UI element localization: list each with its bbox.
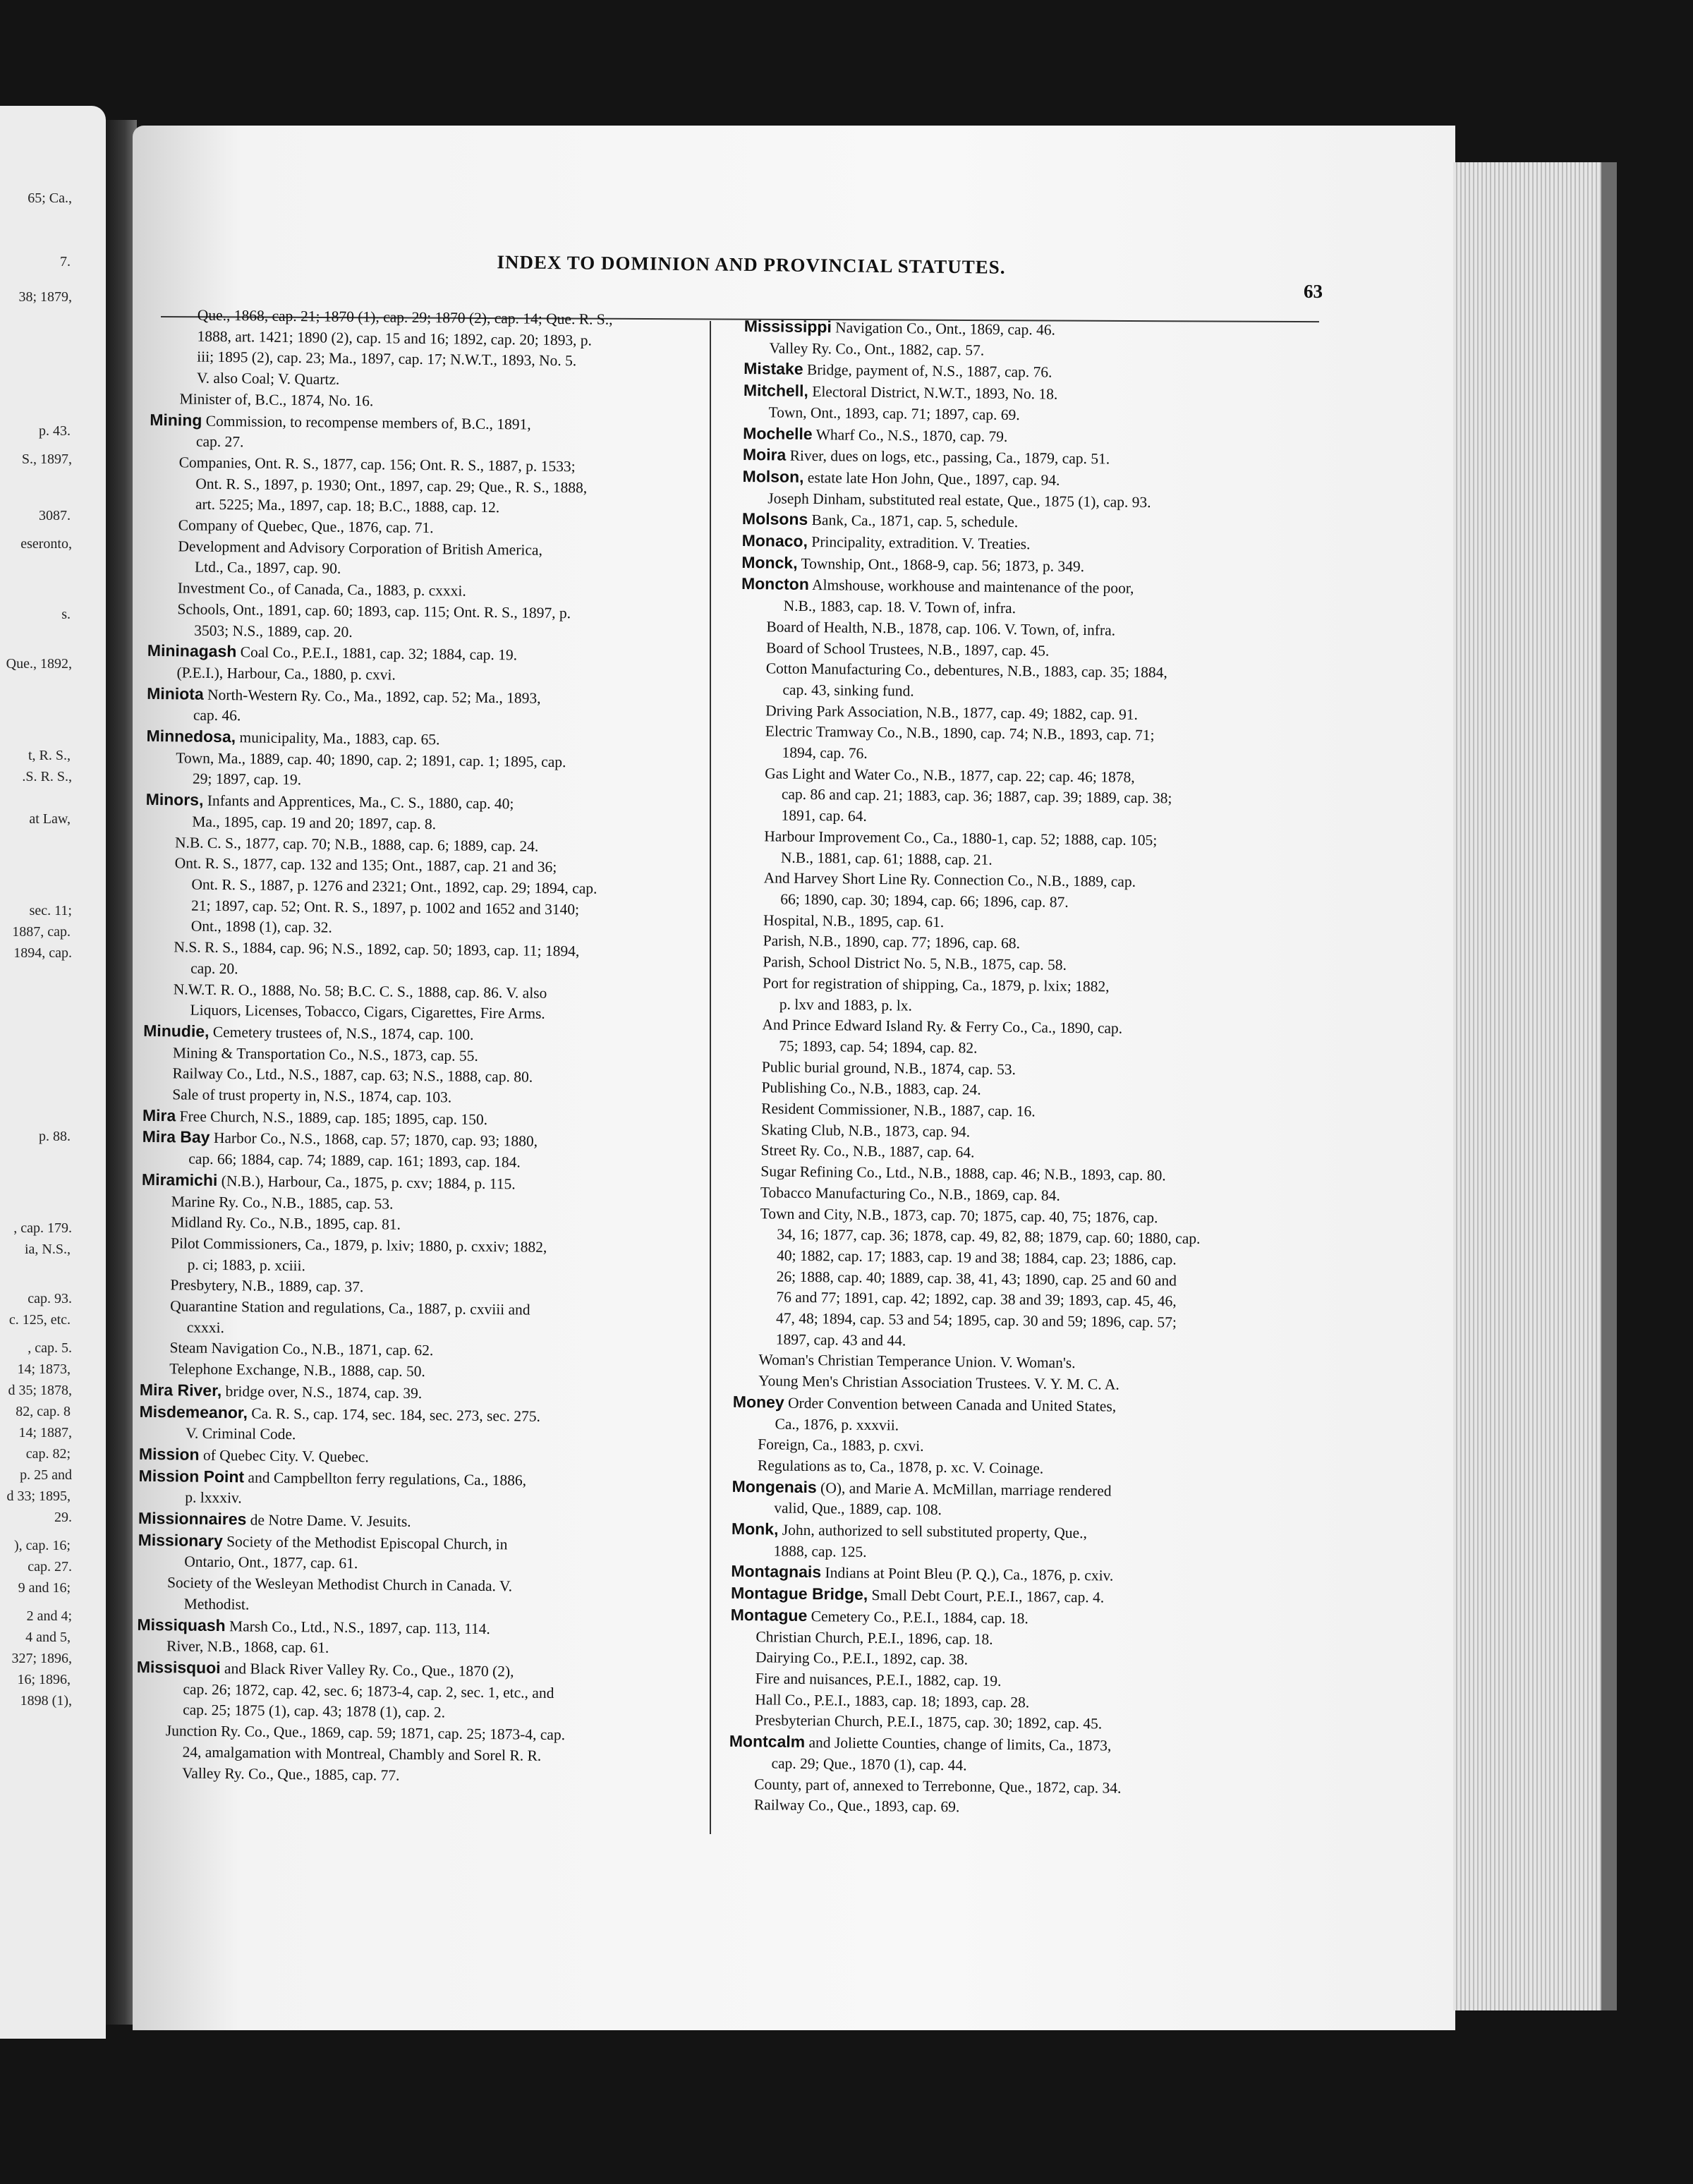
facing-page-text: cap. 82; [25,1446,71,1462]
index-headword: Moncton [741,574,809,594]
index-entry-text: Cemetery Co., P.E.I., 1884, cap. 18. [807,1607,1028,1627]
facing-page-text: 327; 1896, [11,1651,72,1666]
index-entry-text: N.B., 1883, cap. 18. V. Town of, infra. [783,597,1017,617]
index-entry-text: N.W.T. R. O., 1888, No. 58; B.C. C. S., 1888, cap. 86. V. also [173,980,547,1002]
index-entry-text: p. lxxxiv. [185,1488,242,1507]
index-entry-text: and Joliette Counties, change of limits, Ca., 1873, [805,1734,1112,1754]
index-entry-text: valid, Que., 1889, cap. 108. [774,1499,942,1519]
index-entry-text: 47, 48; 1894, cap. 53 and 54; 1895, cap. 30 and 59; 1896, cap. 57; [776,1309,1177,1331]
index-entry-text: (P.E.I.), Harbour, Ca., 1880, p. cxvi. [176,664,396,684]
index-entry-text: Street Ry. Co., N.B., 1887, cap. 64. [760,1141,975,1161]
facing-page-text: ), cap. 16; [14,1538,71,1553]
index-entry-text: (N.B.), Harbour, Ca., 1875, p. cxv; 1884, p. 115. [217,1172,516,1193]
index-entry-text: Society of the Methodist Episcopal Church, in [222,1532,508,1553]
index-headword: Missionary [138,1530,223,1550]
index-entry-text: cap. 66; 1884, cap. 74; 1889, cap. 161; 1893, cap. 184. [188,1150,521,1171]
index-entry-text: Ma., 1895, cap. 19 and 20; 1897, cap. 8. [192,813,437,833]
index-entry-text: Commission, to recompense members of, B.C., 1891, [202,412,531,433]
index-entry-text: Methodist. [183,1595,250,1613]
index-entry-text: cap. 25; 1875 (1), cap. 43; 1878 (1), cap. 2. [183,1701,446,1721]
facing-page-fragment [0,106,106,2039]
index-entry-text: River, N.B., 1868, cap. 61. [166,1637,329,1656]
index-entry-text: 3503; N.S., 1889, cap. 20. [194,621,353,641]
index-entry-text: Board of School Trustees, N.B., 1897, cap. 45. [765,638,1050,660]
index-entry-text: 26; 1888, cap. 40; 1889, cap. 38, 41, 43; 1890, cap. 25 and 60 and [776,1268,1177,1290]
index-entry-text: Indians at Point Bleu (P. Q.), Ca., 1876, p. cxiv. [821,1564,1114,1585]
index-headword: Mission [138,1444,200,1464]
facing-page-text: 14; 1873, [17,1361,71,1377]
index-entry-text: Schools, Ont., 1891, cap. 60; 1893, cap. 115; Ont. R. S., 1897, p. [177,600,571,622]
index-entry-text: 40; 1882, cap. 17; 1883, cap. 19 and 38; 1884, cap. 23; 1886, cap. [776,1246,1177,1268]
facing-page-text: d 33; 1895, [6,1488,71,1504]
index-entry-text: of Quebec City. V. Quebec. [199,1446,369,1466]
index-entry-text: Ont. R. S., 1887, p. 1276 and 2321; Ont., 1892, cap. 29; 1894, cap. [191,875,597,897]
index-entry-text: Infants and Apprentices, Ma., C. S., 1880, cap. 40; [203,791,514,813]
index-entry-text: Minister of, B.C., 1874, No. 16. [179,390,374,410]
index-entry-text: North-Western Ry. Co., Ma., 1892, cap. 52; Ma., 1893, [203,686,541,707]
index-entry-text: (O), and Marie A. McMillan, marriage rendered [816,1479,1112,1500]
index-entry-text: Navigation Co., Ont., 1869, cap. 46. [831,319,1056,339]
facing-page-text: p. 43. [39,423,71,439]
index-entry-text: Railway Co., Que., 1893, cap. 69. [753,1796,960,1816]
index-entry-text: Ont. R. S., 1877, cap. 132 and 135; Ont., 1887, cap. 21 and 36; [174,854,557,876]
page-number: 63 [1304,281,1323,302]
index-entry-text: Resident Commissioner, N.B., 1887, cap. 16. [761,1100,1036,1120]
index-entry-text: River, dues on logs, etc., passing, Ca., 1879, cap. 51. [786,447,1110,468]
index-entry-text: Publishing Co., N.B., 1883, cap. 24. [761,1079,981,1098]
index-entry-text: John, authorized to sell substituted property, Que., [778,1521,1088,1542]
index-entry-text: and Black River Valley Ry. Co., Que., 1870 (2), [220,1660,514,1680]
index-entry-text: Almshouse, workhouse and maintenance of the poor, [808,576,1134,597]
index-headword: Missionnaires [138,1508,247,1529]
index-entry-text: Skating Club, N.B., 1873, cap. 94. [760,1121,971,1141]
facing-page-text: sec. 11; [29,903,72,918]
index-headword: Money [732,1392,784,1412]
index-entry-text: Harbor Co., N.S., 1868, cap. 57; 1870, cap. 93; 1880, [210,1129,538,1151]
index-headword: Missiquash [137,1615,226,1634]
index-headword: Miramichi [141,1170,218,1189]
index-entry-text: Telephone Exchange, N.B., 1888, cap. 50. [169,1360,426,1381]
index-headword: Montagnais [731,1562,822,1582]
index-entry-text: Presbyterian Church, P.E.I., 1875, cap. 30; 1892, cap. 45. [755,1711,1103,1733]
facing-page-text: .S. R. S., [22,769,72,784]
facing-page-text: s. [61,607,71,622]
index-entry-text: Steam Navigation Co., N.B., 1871, cap. 62. [169,1339,434,1359]
index-entry-text: Foreign, Ca., 1883, p. cxvi. [758,1436,924,1455]
index-entry-text: Liquors, Licenses, Tobacco, Cigars, Cigarettes, Fire Arms. [190,1001,545,1023]
index-headword: Minudie, [143,1021,210,1041]
index-headword: Mira Bay [142,1127,210,1147]
index-headword: Mochelle [743,423,813,443]
index-entry-text: Marsh Co., Ltd., N.S., 1897, cap. 113, 114. [225,1617,490,1637]
facing-page-text: cap. 27. [28,1559,72,1575]
index-entry-text: cap. 26; 1872, cap. 42, sec. 6; 1873-4, cap. 2, sec. 1, etc., and [183,1680,554,1701]
facing-page-text: , cap. 179. [13,1220,72,1236]
index-entry-text: cap. 86 and cap. 21; 1883, cap. 36; 1887, cap. 39; 1889, cap. 38; [781,786,1172,807]
index-headword: Monk, [731,1519,779,1539]
index-entry-text: 21; 1897, cap. 52; Ont. R. S., 1897, p. 1002 and 1652 and 3140; [190,897,580,918]
index-entry-text: Sugar Refining Co., Ltd., N.B., 1888, cap. 46; N.B., 1893, cap. 80. [760,1163,1166,1184]
index-entry-text: cap. 43, sinking fund. [782,681,914,700]
index-entry-text: N.B. C. S., 1877, cap. 70; N.B., 1888, cap. 6; 1889, cap. 24. [174,833,539,855]
index-entry-text: Regulations as to, Ca., 1878, p. xc. V. Coinage. [757,1457,1044,1477]
index-entry-text: Parish, School District No. 5, N.B., 1875, cap. 58. [763,953,1067,973]
index-entry-text: N.S. R. S., 1884, cap. 96; N.S., 1892, cap. 50; 1893, cap. 11; 1894, [174,938,580,960]
index-entry-text: Midland Ry. Co., N.B., 1895, cap. 81. [171,1213,401,1233]
facing-page-text: t, R. S., [28,748,71,763]
index-entry-text: cap. 27. [195,432,244,451]
index-entry-text: Electoral District, N.W.T., 1893, No. 18. [808,383,1058,403]
index-entry-text: Companies, Ont. R. S., 1877, cap. 156; Ont. R. S., 1887, p. 1533; [178,454,576,475]
index-entry-text: Gas Light and Water Co., N.B., 1877, cap. 22; cap. 46; 1878, [765,765,1135,786]
index-entry-text: Ontario, Ont., 1877, cap. 61. [184,1553,358,1572]
facing-page-text: eseronto, [20,536,72,552]
index-entry-text: cxxxi. [186,1318,225,1336]
facing-page-text: c. 125, etc. [8,1312,71,1328]
index-headword: Miniota [147,684,204,703]
index-entry-text: Cotton Manufacturing Co., debentures, N.B., 1883, cap. 35; 1884, [765,660,1167,681]
index-entry-text: Dairying Co., P.E.I., 1892, cap. 38. [755,1649,969,1668]
facing-page-text: 65; Ca., [28,190,72,206]
facing-page-text: p. 25 and [20,1467,72,1483]
facing-page-text: 1894, cap. [13,945,72,961]
index-entry-text: Tobacco Manufacturing Co., N.B., 1869, cap. 84. [760,1184,1060,1204]
index-entry-text: 1888, art. 1421; 1890 (2), cap. 15 and 16; 1892, cap. 20; 1893, p. [197,327,593,349]
index-entry-text: Town and City, N.B., 1873, cap. 70; 1875, cap. 40, 75; 1876, cap. [760,1204,1158,1226]
index-entry-text: 75; 1893, cap. 54; 1894, cap. 82. [779,1037,978,1057]
index-entry-text: Coal Co., P.E.I., 1881, cap. 32; 1884, cap. 19. [236,643,518,664]
index-column-left [136,305,691,1789]
index-entry-text: Valley Ry. Co., Ont., 1882, cap. 57. [769,339,985,359]
index-entry-text: 76 and 77; 1891, cap. 42; 1892, cap. 38 and 39; 1893, cap. 45, 46, [776,1288,1177,1310]
index-headword: Molson, [742,466,804,486]
facing-page-text: 4 and 5, [25,1630,71,1645]
index-entry-text: Hall Co., P.E.I., 1883, cap. 18; 1893, cap. 28. [755,1690,1030,1711]
facing-page-text: ia, N.S., [25,1242,71,1257]
index-entry-text: Board of Health, N.B., 1878, cap. 106. V. Town, of, infra. [766,618,1116,639]
index-headword: Minors, [145,790,204,809]
index-entry-text: iii; 1895 (2), cap. 23; Ma., 1897, cap. 17; N.W.T., 1893, No. 5. [197,348,577,370]
index-headword: Mississippi [744,316,832,336]
index-entry-text: Principality, extradition. V. Treaties. [807,533,1031,553]
index-entry-text: V. Criminal Code. [186,1424,296,1443]
index-headword: Mining [150,410,202,430]
index-entry-text: Que., 1868, cap. 21; 1870 (1), cap. 29; 1870 (2), cap. 14; Que. R. S., [197,306,613,328]
index-entry-text: and Campbellton ferry regulations, Ca., 1886, [243,1469,527,1489]
index-entry-text: Wharf Co., N.S., 1870, cap. 79. [812,425,1008,445]
index-entry-text: Christian Church, P.E.I., 1896, cap. 18. [756,1627,993,1648]
index-entry-text: Pilot Commissioners, Ca., 1879, p. lxiv; 1880, p. cxxiv; 1882, [170,1234,547,1256]
index-entry-text: Hospital, N.B., 1895, cap. 61. [763,911,945,930]
index-headword: Mission Point [138,1466,245,1486]
index-headword: Mininagash [147,641,237,661]
index-headword: Mistake [744,359,803,379]
facing-page-text: 9 and 16; [18,1580,71,1596]
facing-page-text: 2 and 4; [26,1608,72,1624]
facing-page-text: Que., 1892, [6,656,72,672]
facing-page-text: S., 1897, [21,451,72,467]
index-entry-text: County, part of, annexed to Terrebonne, Que., 1872, cap. 34. [754,1775,1122,1797]
index-headword: Mitchell, [743,381,809,401]
index-headword: Missisquoi [136,1657,221,1678]
index-entry-text: N.B., 1881, cap. 61; 1888, cap. 21. [780,849,993,868]
index-headword: Montcalm [729,1731,806,1752]
index-entry-text: cap. 29; Que., 1870 (1), cap. 44. [771,1754,967,1774]
index-entry-text: 1888, cap. 125. [773,1542,867,1560]
index-entry-text: 1891, cap. 64. [781,806,867,825]
page-edges [1453,162,1601,2010]
index-entry-text: bridge over, N.S., 1874, cap. 39. [222,1382,423,1402]
index-entry-text: Free Church, N.S., 1889, cap. 185; 1895, cap. 150. [176,1108,488,1128]
index-entry-text: Ltd., Ca., 1897, cap. 90. [194,559,341,578]
index-entry-text: Ca., 1876, p. xxxvii. [775,1415,899,1433]
index-entry-text: Harbour Improvement Co., Ca., 1880-1, cap. 52; 1888, cap. 105; [764,827,1158,849]
index-entry-text: cap. 46. [193,706,241,724]
index-headword: Monck, [741,552,798,572]
index-headword: Montague Bridge, [730,1584,868,1604]
index-entry-text: And Prince Edward Island Ry. & Ferry Co., Ca., 1890, cap. [762,1016,1123,1037]
index-entry-text: Fire and nuisances, P.E.I., 1882, cap. 19. [755,1670,1002,1689]
facing-page-text: 38; 1879, [18,289,72,305]
index-entry-text: Young Men's Christian Association Trustees. V. Y. M. C. A. [758,1372,1119,1393]
index-entry-text: 66; 1890, cap. 30; 1894, cap. 66; 1896, cap. 87. [780,890,1069,911]
index-entry-text: art. 5225; Ma., 1897, cap. 18; B.C., 1888, cap. 12. [195,495,500,516]
index-entry-text: Sale of trust property in, N.S., 1874, cap. 103. [172,1086,452,1106]
index-entry-text: V. also Coal; V. Quartz. [196,369,340,388]
index-entry-text: de Notre Dame. V. Jesuits. [246,1511,411,1530]
facing-page-text: 1887, cap. [12,924,71,940]
index-headword: Mira River, [139,1380,222,1400]
index-entry-text: Investment Co., of Canada, Ca., 1883, p. cxxxi. [177,579,466,600]
index-entry-text: Presbytery, N.B., 1889, cap. 37. [170,1276,364,1296]
index-headword: Mongenais [732,1476,817,1496]
facing-page-text: at Law, [29,811,71,827]
index-entry-text: Parish, N.B., 1890, cap. 77; 1896, cap. 68. [763,932,1021,952]
facing-page-text: , cap. 5. [28,1340,72,1356]
index-entry-text: Port for registration of shipping, Ca., 1879, p. lxix; 1882, [762,974,1110,995]
index-entry-text: Ont. R. S., 1897, p. 1930; Ont., 1897, cap. 29; Que., R. S., 1888, [195,475,588,497]
index-entry-text: p. ci; 1883, p. xciii. [187,1256,306,1274]
index-entry-text: Society of the Wesleyan Methodist Church in Canada. V. [166,1574,513,1595]
facing-page-text: p. 88. [39,1129,71,1144]
facing-page-text: 29. [54,1510,72,1525]
facing-page-text: cap. 93. [28,1291,72,1306]
index-entry-text: Valley Ry. Co., Que., 1885, cap. 77. [182,1764,400,1784]
index-entry-text: Electric Tramway Co., N.B., 1890, cap. 74; N.B., 1893, cap. 71; [765,722,1155,744]
index-entry-text: Town, Ma., 1889, cap. 40; 1890, cap. 2; 1891, cap. 1; 1895, cap. [176,749,566,770]
index-headword: Misdemeanor, [139,1402,248,1422]
index-entry-text: 29; 1897, cap. 19. [192,770,302,789]
index-entry-text: estate late Hon John, Que., 1897, cap. 94. [803,468,1060,489]
index-column-right [729,316,1316,1821]
facing-page-text: 14; 1887, [18,1425,72,1440]
index-entry-text: Mining & Transportation Co., N.S., 1873, cap. 55. [172,1043,479,1064]
index-entry-text: cap. 20. [190,959,238,978]
index-entry-text: Joseph Dinham, substituted real estate, Que., 1875 (1), cap. 93. [767,489,1151,511]
index-entry-text: 1897, cap. 43 and 44. [775,1330,906,1349]
index-entry-text: Bank, Ca., 1871, cap. 5, schedule. [808,511,1019,531]
index-entry-text: Cemetery trustees of, N.S., 1874, cap. 100. [209,1023,474,1043]
index-entry-text: p. lxv and 1883, p. lx. [779,995,913,1014]
index-entry-text: 34, 16; 1877, cap. 36; 1878, cap. 49, 82, 88; 1879, cap. 60; 1880, cap. [777,1225,1201,1248]
facing-page-text: 3087. [39,508,71,523]
index-headword: Moira [742,445,787,464]
index-entry-text: Town, Ont., 1893, cap. 71; 1897, cap. 69. [768,404,1020,423]
facing-page-text: 7. [60,254,71,269]
index-entry-text: Company of Quebec, Que., 1876, cap. 71. [178,516,434,537]
page-title: INDEX TO DOMINION AND PROVINCIAL STATUTES. [497,251,1006,278]
index-entry-text: Public burial ground, N.B., 1874, cap. 53. [761,1057,1017,1078]
index-entry-text: Junction Ry. Co., Que., 1869, cap. 59; 1871, cap. 25; 1873-4, cap. [165,1722,566,1744]
index-headword: Monaco, [741,531,808,550]
facing-page-text: d 35; 1878, [8,1383,72,1398]
index-entry-text: Ca. R. S., cap. 174, sec. 184, sec. 273, sec. 275. [247,1405,541,1425]
index-entry-text: Quarantine Station and regulations, Ca., 1887, p. cxviii and [170,1297,530,1318]
index-headword: Minnedosa, [146,726,236,746]
index-entry-text: Ont., 1898 (1), cap. 32. [190,917,332,937]
column-divider [710,321,711,1834]
index-entry-text: Township, Ont., 1868-9, cap. 56; 1873, p. 349. [797,554,1085,575]
index-entry-text: 24, amalgamation with Montreal, Chambly and Sorel R. R. [182,1743,542,1764]
index-entry-text: Driving Park Association, N.B., 1877, cap. 49; 1882, cap. 91. [765,702,1139,723]
facing-page-text: 16; 1896, [17,1672,71,1687]
index-entry-text: Small Debt Court, P.E.I., 1867, cap. 4. [868,1587,1105,1606]
index-headword: Montague [730,1605,808,1625]
index-entry-text: Development and Advisory Corporation of British America, [178,538,543,559]
index-entry-text: Bridge, payment of, N.S., 1887, cap. 76. [803,361,1052,381]
index-headword: Molsons [741,509,808,529]
index-entry-text: Railway Co., Ltd., N.S., 1887, cap. 63; N.S., 1888, cap. 80. [172,1064,533,1086]
index-headword: Mira [142,1105,176,1125]
index-entry-text: Order Convention between Canada and United States, [784,1394,1117,1415]
facing-page-text: 1898 (1), [20,1693,72,1709]
index-entry-text: Woman's Christian Temperance Union. V. Woman's. [758,1351,1076,1372]
index-entry-text: And Harvey Short Line Ry. Connection Co., N.B., 1889, cap. [763,869,1136,891]
page-edges-shadow [1601,162,1617,2010]
index-entry-text: Marine Ry. Co., N.B., 1885, cap. 53. [171,1192,394,1213]
index-entry-text: municipality, Ma., 1883, cap. 65. [235,729,440,748]
index-entry-text: 1894, cap. 76. [782,744,868,762]
facing-page-text: 82, cap. 8 [16,1404,71,1419]
